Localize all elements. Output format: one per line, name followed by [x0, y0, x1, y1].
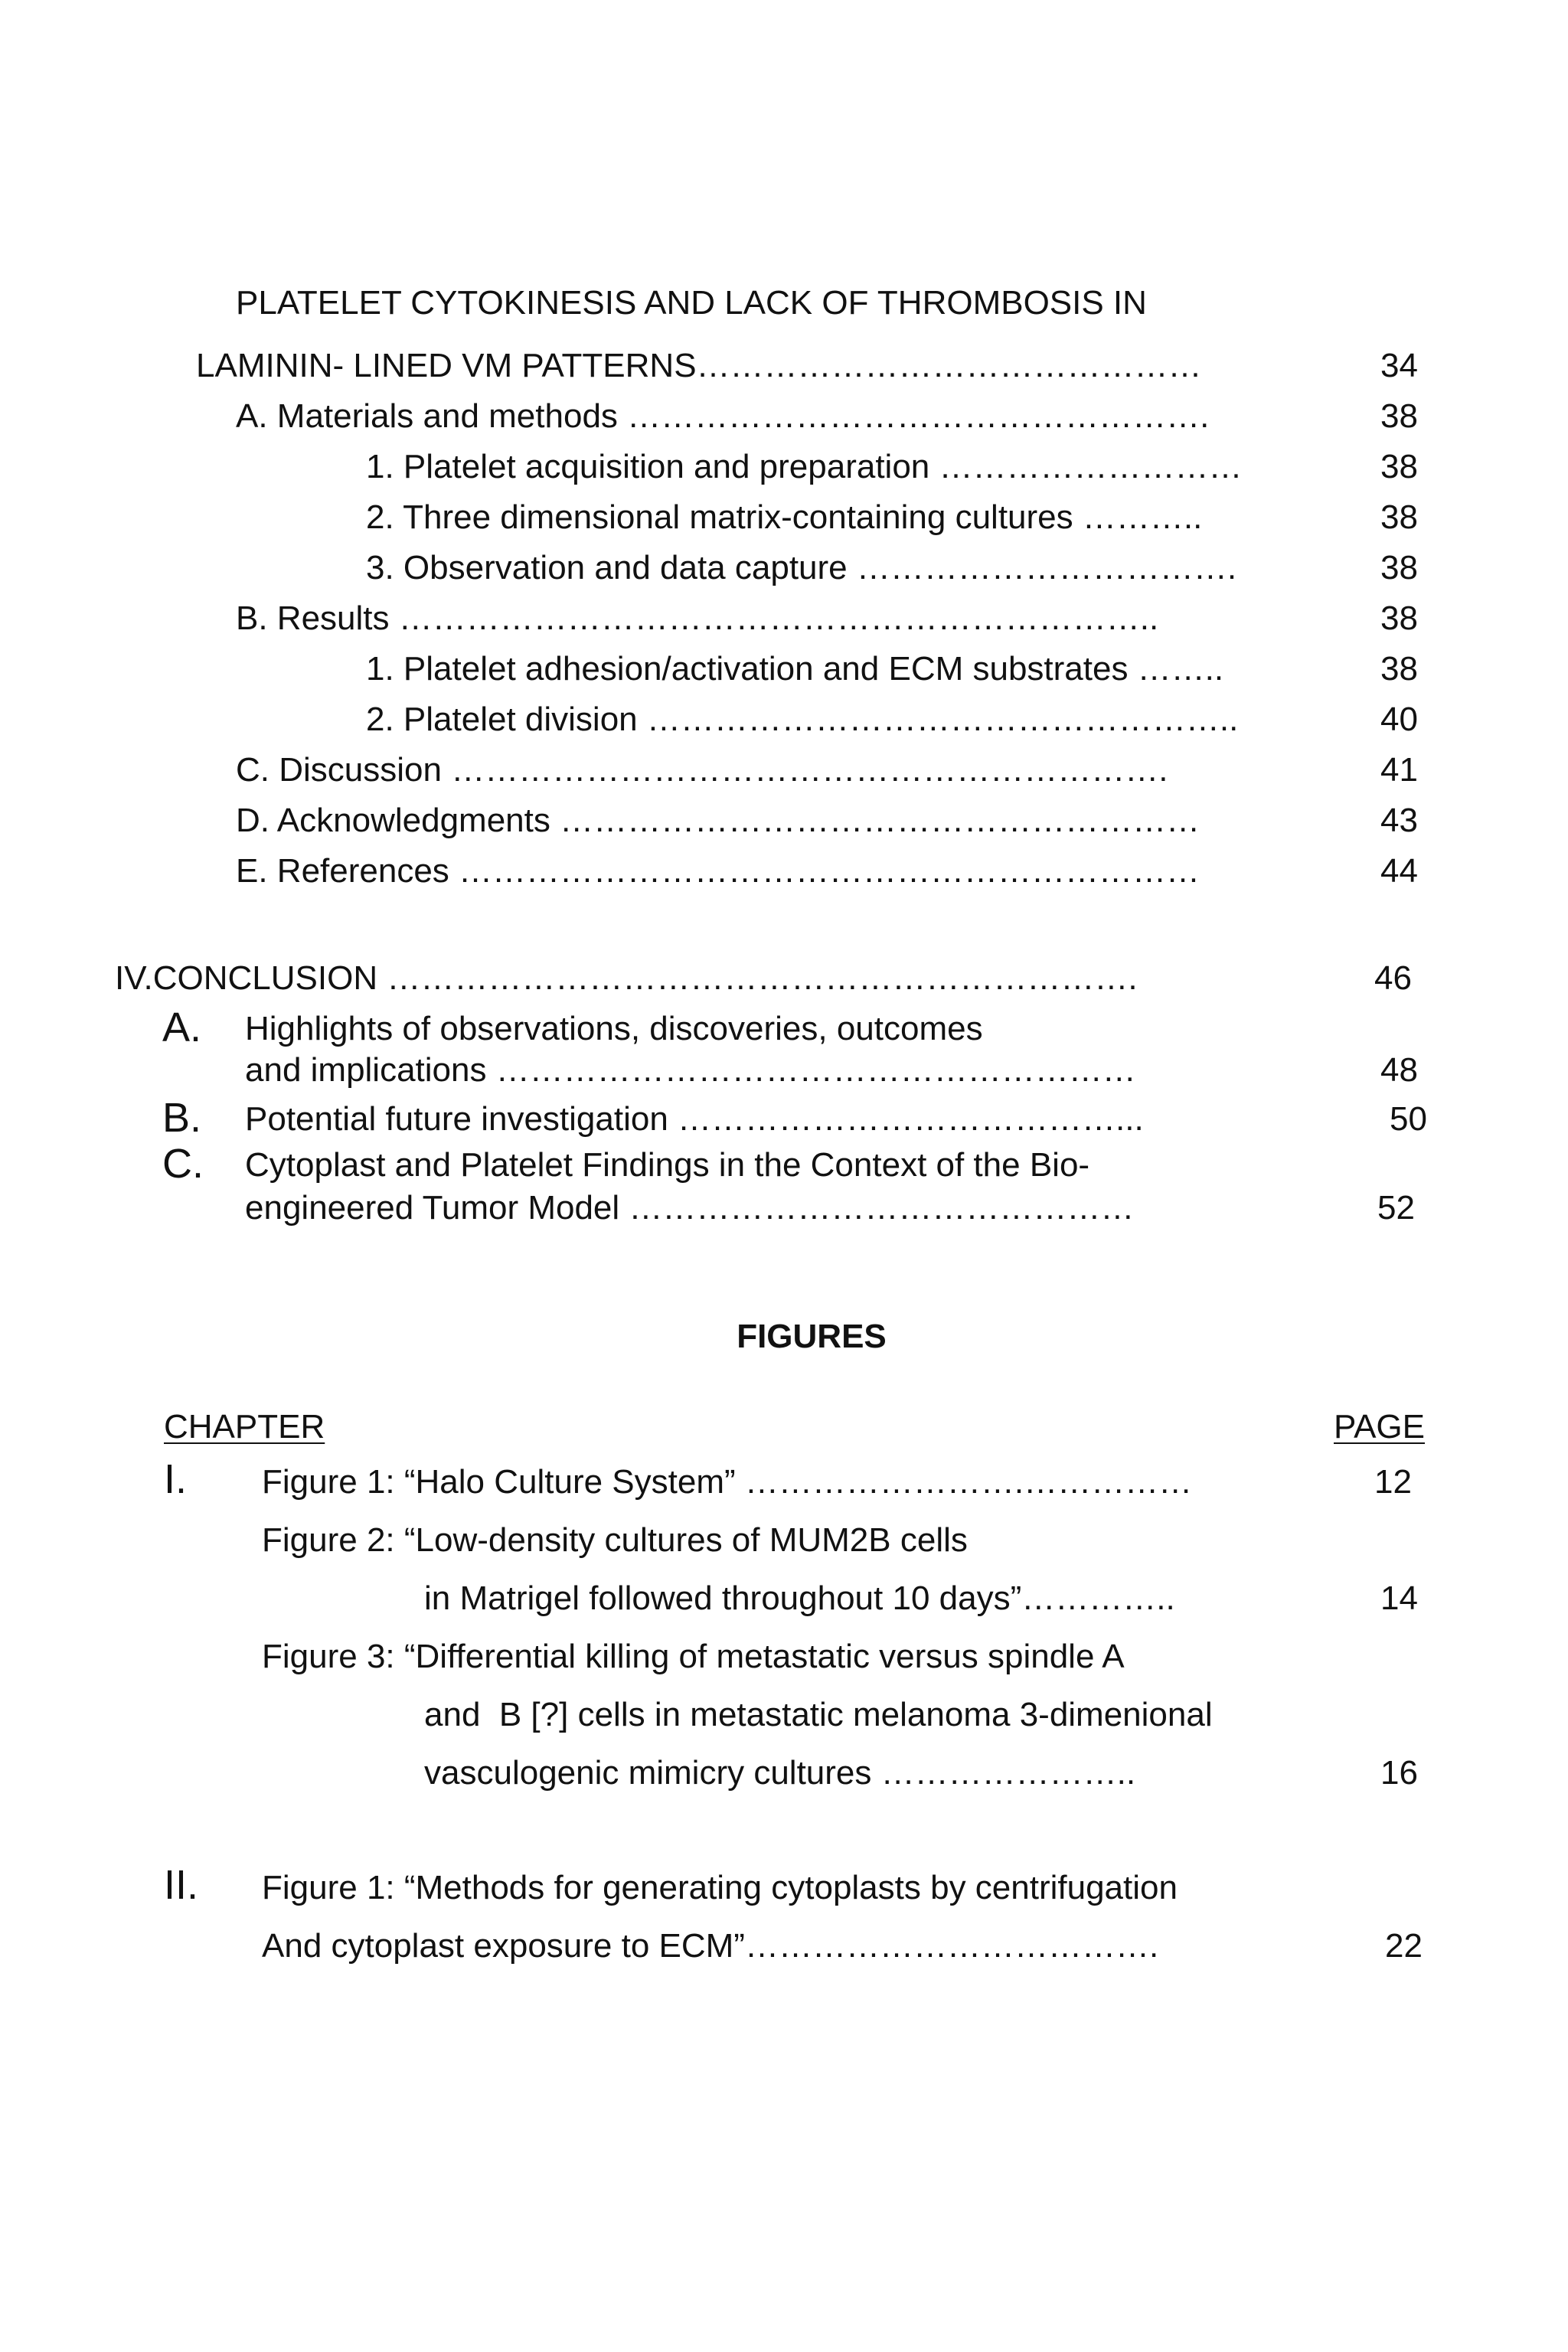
toc-entry-discussion: C. Discussion ……………………………………………………….	[236, 751, 1168, 789]
figures-title: FIGURES	[737, 1318, 887, 1355]
toc-page: 12	[1374, 1463, 1412, 1501]
toc-page: 38	[1380, 599, 1418, 637]
conclusion-item-a-line1: Highlights of observations, discoveries, outcomes	[245, 1010, 983, 1047]
section-letter-a: A.	[162, 1004, 202, 1050]
figure-entry-low-density-line1: Figure 2: “Low-density cultures of MUM2B cells	[262, 1521, 968, 1559]
figure-entry-cytoplasts-line1: Figure 1: “Methods for generating cytoplasts by centrifugation	[262, 1869, 1178, 1906]
figure-entry-cytoplasts-line2: And cytoplast exposure to ECM”……………………………….	[262, 1927, 1159, 1965]
toc-entry-references: E. References …………………………………………………………	[236, 852, 1200, 890]
toc-page: 38	[1380, 650, 1418, 688]
chapter-iii-heading-line2: LAMININ- LINED VM PATTERNS………………………………………	[196, 347, 1202, 384]
figure-entry-differential-line3: vasculogenic mimicry cultures …………………..	[424, 1754, 1136, 1792]
chapter-numeral-i: I.	[164, 1456, 188, 1502]
toc-entry-observation: 3. Observation and data capture …………………………….	[366, 549, 1237, 586]
chapter-iii-heading-page: 34	[1380, 347, 1418, 384]
toc-page: 50	[1390, 1100, 1427, 1138]
toc-page: 14	[1380, 1579, 1418, 1617]
toc-page: 16	[1380, 1754, 1418, 1792]
toc-page: 40	[1380, 701, 1418, 738]
section-letter-c: C.	[162, 1141, 204, 1187]
toc-entry-three-dimensional: 2. Three dimensional matrix-containing cultures ………..	[366, 498, 1203, 536]
chapter-iii-heading-line1: PLATELET CYTOKINESIS AND LACK OF THROMBOSIS IN	[236, 284, 1147, 322]
conclusion-item-a-line2: and implications …………………………………………………	[245, 1051, 1136, 1089]
toc-page: 41	[1380, 751, 1418, 789]
toc-page: 43	[1380, 802, 1418, 839]
toc-page: 38	[1380, 498, 1418, 536]
section-letter-b: B.	[162, 1095, 202, 1141]
toc-page: 52	[1377, 1189, 1415, 1227]
toc-page: 44	[1380, 852, 1418, 890]
toc-entry-platelet-division: 2. Platelet division ……………………………………………..	[366, 701, 1239, 738]
toc-page: 38	[1380, 448, 1418, 485]
figure-entry-halo: Figure 1: “Halo Culture System” …………………….……………	[262, 1463, 1193, 1501]
toc-entry-platelet-acquisition: 1. Platelet acquisition and preparation ………………………	[366, 448, 1243, 485]
toc-entry-platelet-adhesion: 1. Platelet adhesion/activation and ECM substrates ……..	[366, 650, 1224, 688]
toc-entry-acknowledgments: D. Acknowledgments …………………………………………………	[236, 802, 1200, 839]
toc-page: 38	[1380, 549, 1418, 586]
toc-entry-materials-methods: A. Materials and methods …………………………………………….	[236, 397, 1210, 435]
figure-entry-differential-line2: and B [?] cells in metastatic melanoma 3-dimenional	[424, 1696, 1213, 1733]
conclusion-item-c-line2: engineered Tumor Model ………………………………………	[245, 1189, 1135, 1227]
toc-page: 48	[1380, 1051, 1418, 1089]
toc-page: 38	[1380, 397, 1418, 435]
chapter-numeral-ii: II.	[164, 1862, 199, 1908]
figure-entry-low-density-line2: in Matrigel followed throughout 10 days”…………..	[424, 1579, 1175, 1617]
toc-entry-results: B. Results …………………………………………………………..	[236, 599, 1159, 637]
chapter-iv-heading-page: 46	[1374, 959, 1412, 997]
column-header-chapter: CHAPTER	[164, 1408, 325, 1446]
conclusion-item-b-line1: Potential future investigation …………………………………...	[245, 1100, 1144, 1138]
chapter-iv-heading: IV.CONCLUSION ………………………………………………………….	[115, 959, 1138, 997]
toc-page: 22	[1385, 1927, 1423, 1965]
figure-entry-differential-line1: Figure 3: “Differential killing of metastatic versus spindle A	[262, 1638, 1125, 1675]
column-header-page: PAGE	[1334, 1408, 1426, 1446]
conclusion-item-c-line1: Cytoplast and Platelet Findings in the Context of the Bio-	[245, 1146, 1090, 1184]
